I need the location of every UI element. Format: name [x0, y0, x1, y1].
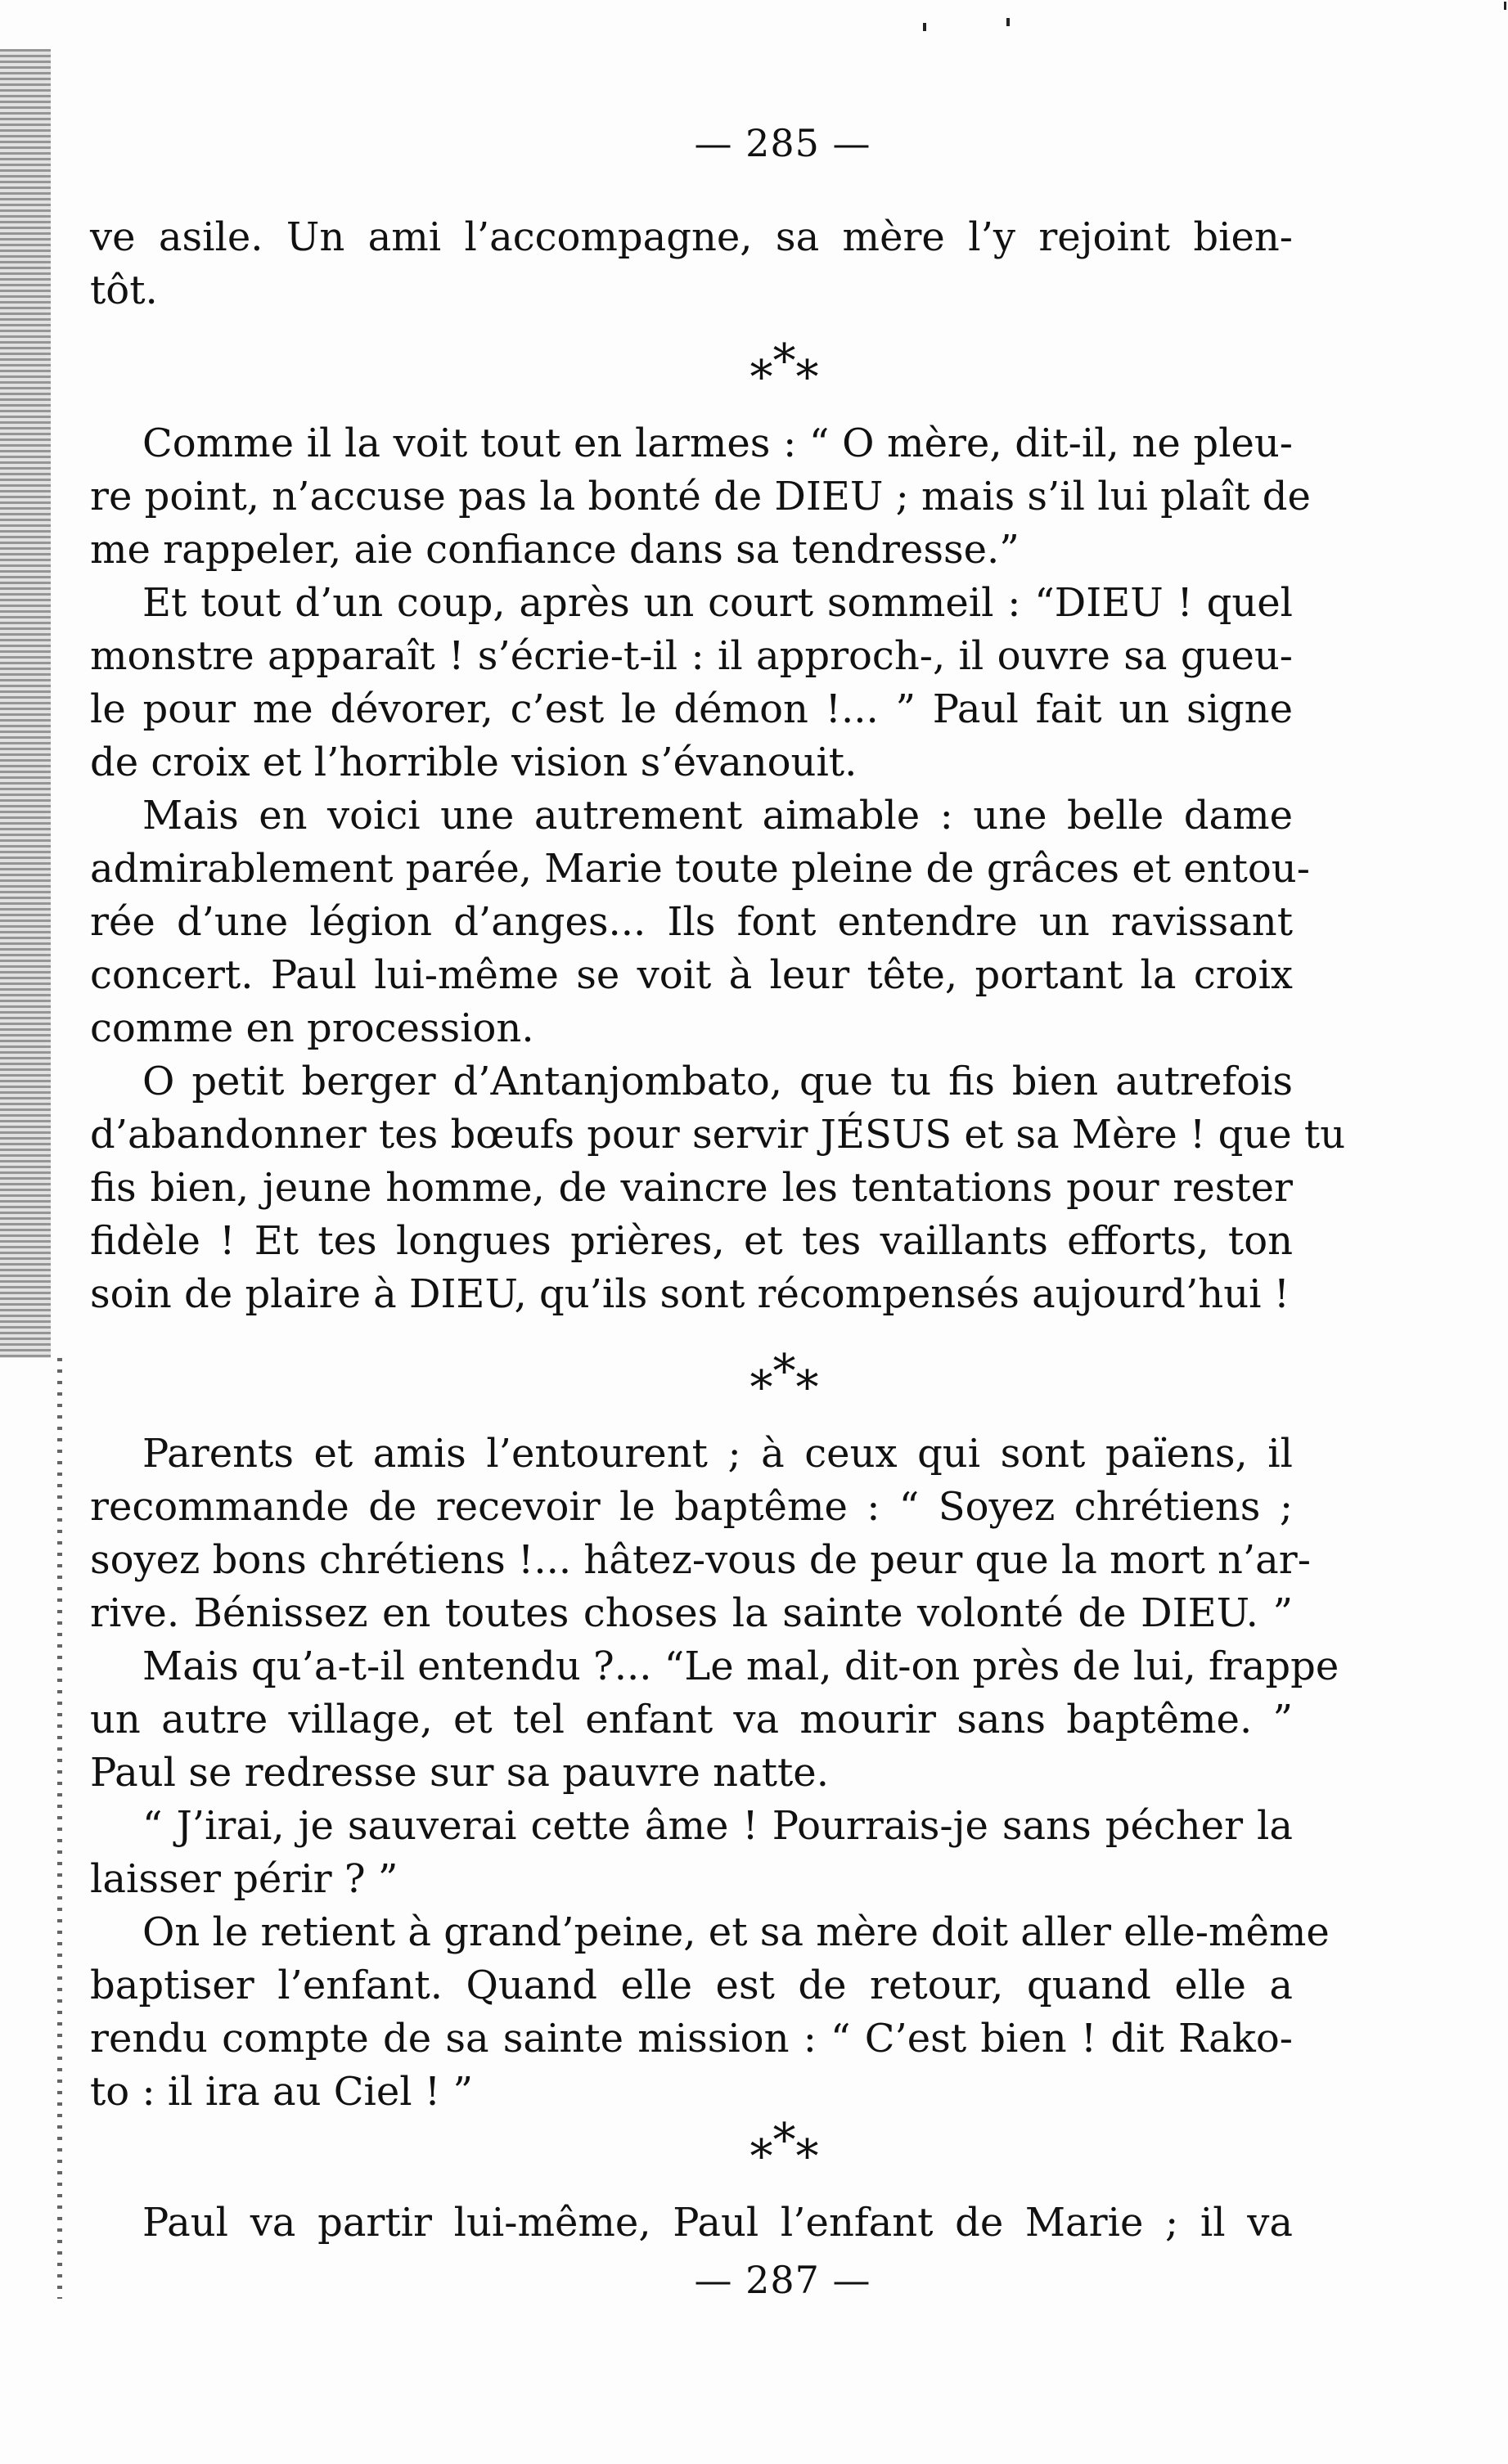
text-line: Paul va partir lui-même, Paul l’enfant de Marie ; il va	[142, 2200, 1293, 2246]
section-asterism	[0, 2114, 1508, 2183]
asterism-star: *	[795, 2130, 819, 2183]
text-line: O petit berger d’Antanjombato, que tu fis bien autrefois	[142, 1059, 1293, 1104]
text-line: fidèle ! Et tes longues prières, et tes vaillants efforts, ton	[90, 1218, 1293, 1264]
text-line: un autre village, et tel enfant va mourir sans baptême. ”	[90, 1697, 1293, 1742]
text-line: d’abandonner tes bœufs pour servir JÉSUS et sa Mère ! que tu	[90, 1112, 1346, 1158]
text-line: soin de plaire à DIEU, qu’ils sont récompensés aujourd’hui !	[90, 1271, 1290, 1317]
text-line: recommande de recevoir le baptême : “ Soyez chrétiens ;	[90, 1484, 1293, 1530]
scan-binding-edge	[0, 49, 51, 1358]
text-line: Mais qu’a-t-il entendu ?... “Le mal, dit-on près de lui, frappe	[142, 1643, 1339, 1689]
text-line: Comme il la voit tout en larmes : “ O mère, dit-il, ne pleu-	[142, 420, 1293, 466]
text-line: comme en procession.	[90, 1005, 534, 1051]
text-line: to : il ira au Ciel ! ”	[90, 2069, 473, 2115]
text-line: tôt.	[90, 268, 158, 313]
asterism-star: *	[772, 2114, 796, 2167]
text-line: soyez bons chrétiens !... hâtez-vous de peur que la mort n’ar-	[90, 1537, 1311, 1583]
text-line: concert. Paul lui-même se voit à leur tête, portant la croix	[90, 952, 1293, 998]
text-line: Parents et amis l’entourent ; à ceux qui sont païens, il	[142, 1431, 1293, 1477]
asterism-star: *	[772, 335, 796, 388]
paragraph-3	[90, 1428, 1339, 2119]
text-line: monstre apparaît ! s’écrie-t-il : il approch-, il ouvre sa gueu-	[90, 633, 1293, 679]
paragraph-4	[90, 2196, 1293, 2250]
text-line: rendu compte de sa sainte mission : “ C’est bien ! dit Rako-	[90, 2016, 1293, 2062]
text-line: “ J’irai, je sauverai cette âme ! Pourrais-je sans pécher la	[142, 1803, 1293, 1849]
section-asterism	[0, 1345, 1508, 1414]
text-line: Et tout d’un coup, après un court sommeil : “DIEU ! quel	[142, 580, 1293, 626]
asterism-star: *	[772, 1345, 796, 1398]
asterism-star: *	[749, 2130, 773, 2183]
text-line: fis bien, jeune homme, de vaincre les tentations pour rester	[90, 1165, 1293, 1211]
text-line: On le retient à grand’peine, et sa mère doit aller elle-même	[142, 1909, 1330, 1955]
text-line: Paul se redresse sur sa pauvre natte.	[90, 1750, 829, 1796]
paragraph-2	[90, 417, 1346, 1321]
scan-speck	[1504, 2, 1506, 10]
asterism-star: *	[749, 1361, 773, 1414]
text-line: admirablement parée, Marie toute pleine de grâces et entou-	[90, 846, 1310, 892]
asterism-star: *	[795, 351, 819, 404]
paragraph-1	[90, 211, 1293, 317]
bottom-page-number: — 287 —	[694, 2258, 871, 2302]
text-line: le pour me dévorer, c’est le démon !... ” Paul fait un signe	[90, 686, 1293, 732]
top-page-number: — 285 —	[694, 121, 871, 165]
text-line: rive. Bénissez en toutes choses la sainte volonté de DIEU. ”	[90, 1590, 1293, 1636]
text-line: baptiser l’enfant. Quand elle est de retour, quand elle a	[90, 1963, 1293, 2008]
text-line: laisser périr ? ”	[90, 1856, 398, 1902]
scan-speck	[923, 23, 926, 31]
text-line: rée d’une légion d’anges... Ils font entendre un ravissant	[90, 899, 1293, 945]
text-line: ve asile. Un ami l’accompagne, sa mère l’y rejoint bien-	[90, 214, 1293, 260]
text-line: Mais en voici une autrement aimable : une belle dame	[142, 793, 1293, 839]
text-line: me rappeler, aie confiance dans sa tendresse.”	[90, 527, 1020, 573]
section-asterism	[0, 335, 1508, 404]
asterism-star: *	[749, 351, 773, 404]
asterism-star: *	[795, 1361, 819, 1414]
text-line: re point, n’accuse pas la bonté de DIEU ; mais s’il lui plaît de	[90, 474, 1311, 519]
scan-speck	[1006, 18, 1010, 26]
text-line: de croix et l’horrible vision s’évanouit.	[90, 740, 858, 785]
